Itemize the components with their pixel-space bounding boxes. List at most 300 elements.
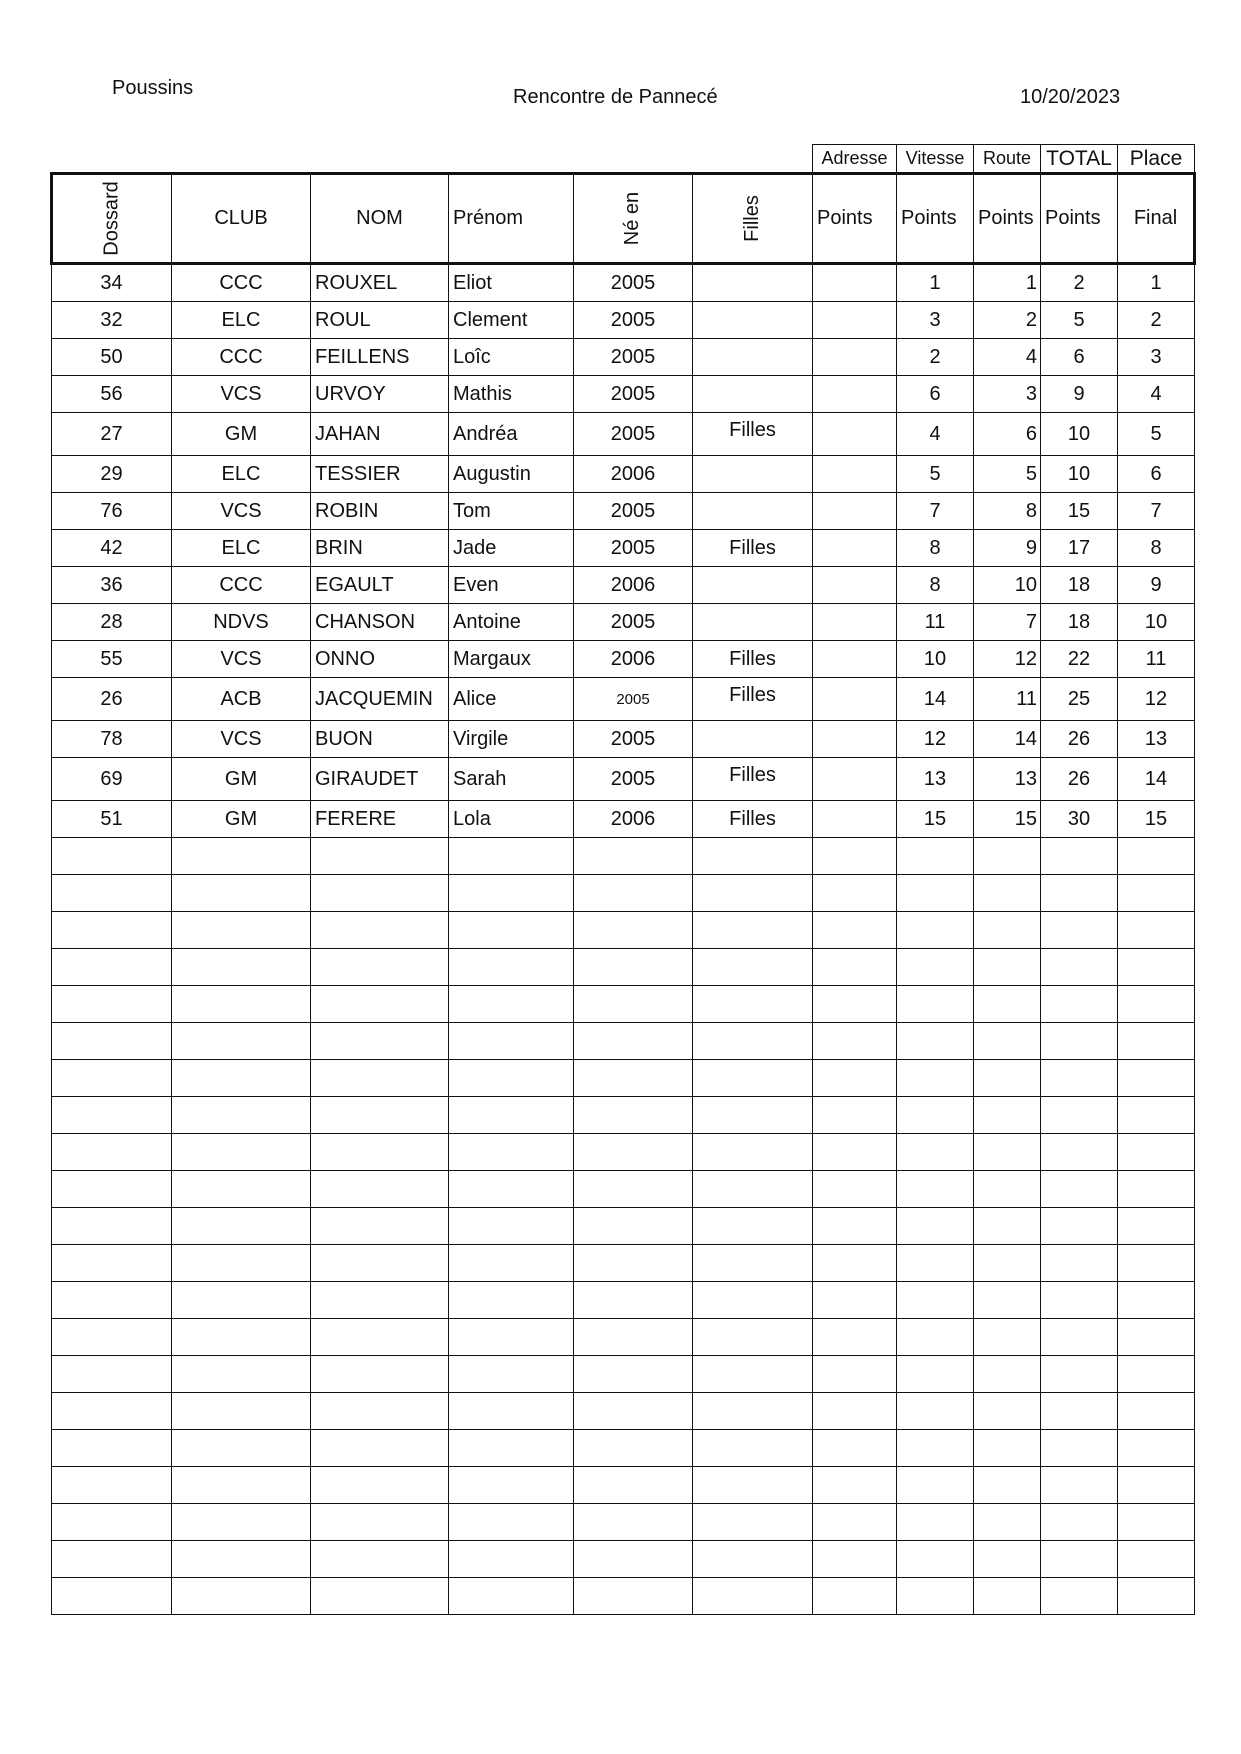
total-points-cell: 10 xyxy=(1041,413,1118,456)
empty-cell xyxy=(693,1578,813,1615)
empty-cell xyxy=(172,1578,311,1615)
empty-row xyxy=(52,986,1195,1023)
total-points-cell: 26 xyxy=(1041,758,1118,801)
nom-cell: EGAULT xyxy=(311,567,449,604)
dossard-cell: 51 xyxy=(52,801,172,838)
empty-cell xyxy=(974,1023,1041,1060)
category-label: Poussins xyxy=(112,77,194,99)
empty-cell xyxy=(693,1208,813,1245)
empty-cell xyxy=(574,1430,693,1467)
empty-cell xyxy=(311,1060,449,1097)
empty-cell xyxy=(1118,1319,1195,1356)
adresse-points-cell xyxy=(813,302,897,339)
place-cell: 11 xyxy=(1118,641,1195,678)
col-prenom: Prénom xyxy=(449,174,574,264)
empty-cell xyxy=(1118,1282,1195,1319)
empty-cell xyxy=(574,1134,693,1171)
empty-cell xyxy=(813,1171,897,1208)
empty-cell xyxy=(52,1393,172,1430)
route-points-cell: 6 xyxy=(974,413,1041,456)
total-points-cell: 26 xyxy=(1041,721,1118,758)
club-cell: GM xyxy=(172,801,311,838)
empty-row xyxy=(52,1393,1195,1430)
empty-row xyxy=(52,912,1195,949)
vitesse-points-cell: 15 xyxy=(897,801,974,838)
empty-cell xyxy=(974,1319,1041,1356)
dossard-cell: 78 xyxy=(52,721,172,758)
route-points-cell: 1 xyxy=(974,264,1041,302)
empty-cell xyxy=(1041,1282,1118,1319)
filles-cell xyxy=(693,604,813,641)
prenom-cell: Eliot xyxy=(449,264,574,302)
empty-cell xyxy=(1118,875,1195,912)
empty-cell xyxy=(52,1171,172,1208)
prenom-cell: Lola xyxy=(449,801,574,838)
empty-cell xyxy=(311,1467,449,1504)
empty-cell xyxy=(172,1430,311,1467)
empty-cell xyxy=(311,986,449,1023)
empty-cell xyxy=(693,949,813,986)
total-points-cell: 6 xyxy=(1041,339,1118,376)
result-row xyxy=(52,758,1195,801)
empty-cell xyxy=(1118,1171,1195,1208)
empty-cell xyxy=(449,1134,574,1171)
result-row xyxy=(52,604,1195,641)
prenom-cell: Virgile xyxy=(449,721,574,758)
filles-cell xyxy=(693,493,813,530)
empty-cell xyxy=(574,1023,693,1060)
empty-cell xyxy=(172,1245,311,1282)
empty-cell xyxy=(1118,949,1195,986)
prenom-cell: Jade xyxy=(449,530,574,567)
empty-cell xyxy=(574,949,693,986)
result-row xyxy=(52,678,1195,721)
filles-cell: Filles xyxy=(693,413,813,456)
nom-cell: ROBIN xyxy=(311,493,449,530)
col-dossard: Dossard xyxy=(52,174,172,264)
empty-cell xyxy=(311,1282,449,1319)
prenom-cell: Alice xyxy=(449,678,574,721)
empty-cell xyxy=(311,1023,449,1060)
filles-cell xyxy=(693,302,813,339)
empty-cell xyxy=(449,1171,574,1208)
empty-cell xyxy=(449,1578,574,1615)
place-cell: 8 xyxy=(1118,530,1195,567)
empty-cell xyxy=(974,1541,1041,1578)
empty-cell xyxy=(574,1097,693,1134)
empty-cell xyxy=(1041,1356,1118,1393)
vitesse-points-cell: 6 xyxy=(897,376,974,413)
empty-cell xyxy=(449,875,574,912)
adresse-points-cell xyxy=(813,376,897,413)
result-row xyxy=(52,376,1195,413)
empty-cell xyxy=(897,1319,974,1356)
empty-row xyxy=(52,1504,1195,1541)
filles-cell xyxy=(693,567,813,604)
empty-cell xyxy=(574,1356,693,1393)
vitesse-points-cell: 12 xyxy=(897,721,974,758)
club-cell: VCS xyxy=(172,493,311,530)
empty-cell xyxy=(574,1245,693,1282)
place-cell: 9 xyxy=(1118,567,1195,604)
empty-cell xyxy=(897,1171,974,1208)
place-cell: 12 xyxy=(1118,678,1195,721)
route-points-cell: 8 xyxy=(974,493,1041,530)
empty-cell xyxy=(449,1023,574,1060)
empty-cell xyxy=(897,1097,974,1134)
empty-cell xyxy=(52,875,172,912)
empty-cell xyxy=(897,949,974,986)
ne-en-cell: 2005 xyxy=(574,721,693,758)
empty-cell xyxy=(974,949,1041,986)
empty-cell xyxy=(449,1282,574,1319)
adresse-points-cell xyxy=(813,641,897,678)
filles-cell: Filles xyxy=(693,530,813,567)
dossard-cell: 69 xyxy=(52,758,172,801)
dossard-cell: 28 xyxy=(52,604,172,641)
empty-cell xyxy=(813,912,897,949)
filles-cell: Filles xyxy=(693,678,813,721)
empty-cell xyxy=(574,1282,693,1319)
header-total: TOTAL xyxy=(1041,145,1118,173)
empty-cell xyxy=(52,1541,172,1578)
filles-cell xyxy=(693,264,813,302)
empty-cell xyxy=(449,1504,574,1541)
dossard-cell: 29 xyxy=(52,456,172,493)
place-cell: 1 xyxy=(1118,264,1195,302)
column-header-row xyxy=(52,174,1195,264)
adresse-points-cell xyxy=(813,604,897,641)
result-row xyxy=(52,302,1195,339)
dossard-cell: 36 xyxy=(52,567,172,604)
club-cell: VCS xyxy=(172,641,311,678)
empty-cell xyxy=(52,912,172,949)
ne-en-cell: 2005 xyxy=(574,376,693,413)
empty-cell xyxy=(693,1171,813,1208)
result-row xyxy=(52,339,1195,376)
place-cell: 10 xyxy=(1118,604,1195,641)
empty-row xyxy=(52,1578,1195,1615)
adresse-points-cell xyxy=(813,801,897,838)
results-table xyxy=(50,172,1196,1615)
empty-cell xyxy=(813,1356,897,1393)
empty-cell xyxy=(974,1504,1041,1541)
empty-cell xyxy=(172,1023,311,1060)
empty-cell xyxy=(574,1171,693,1208)
empty-cell xyxy=(897,1504,974,1541)
header-place: Place xyxy=(1118,145,1195,173)
prenom-cell: Tom xyxy=(449,493,574,530)
empty-cell xyxy=(1041,912,1118,949)
event-date: 10/20/2023 xyxy=(1020,86,1121,108)
empty-cell xyxy=(574,1504,693,1541)
result-row xyxy=(52,721,1195,758)
adresse-points-cell xyxy=(813,721,897,758)
ne-en-cell: 2005 xyxy=(574,493,693,530)
empty-cell xyxy=(693,1393,813,1430)
empty-cell xyxy=(172,1208,311,1245)
empty-cell xyxy=(897,1060,974,1097)
empty-cell xyxy=(52,1060,172,1097)
empty-row xyxy=(52,949,1195,986)
col-place-final: Final xyxy=(1118,174,1195,264)
empty-cell xyxy=(574,912,693,949)
empty-cell xyxy=(1041,1541,1118,1578)
nom-cell: BRIN xyxy=(311,530,449,567)
place-cell: 13 xyxy=(1118,721,1195,758)
empty-cell xyxy=(311,912,449,949)
ne-en-cell: 2005 xyxy=(574,413,693,456)
empty-cell xyxy=(311,1430,449,1467)
empty-row xyxy=(52,1023,1195,1060)
header-vitesse: Vitesse xyxy=(897,145,974,173)
club-cell: NDVS xyxy=(172,604,311,641)
empty-cell xyxy=(172,1060,311,1097)
prenom-cell: Sarah xyxy=(449,758,574,801)
empty-row xyxy=(52,1171,1195,1208)
empty-cell xyxy=(897,1393,974,1430)
empty-row xyxy=(52,1430,1195,1467)
empty-cell xyxy=(897,1134,974,1171)
empty-cell xyxy=(897,1430,974,1467)
place-cell: 5 xyxy=(1118,413,1195,456)
empty-cell xyxy=(172,1393,311,1430)
empty-cell xyxy=(52,1245,172,1282)
nom-cell: GIRAUDET xyxy=(311,758,449,801)
empty-cell xyxy=(813,1541,897,1578)
empty-row xyxy=(52,1356,1195,1393)
filles-cell: Filles xyxy=(693,758,813,801)
empty-cell xyxy=(693,1541,813,1578)
adresse-points-cell xyxy=(813,530,897,567)
route-points-cell: 14 xyxy=(974,721,1041,758)
empty-cell xyxy=(52,986,172,1023)
empty-cell xyxy=(52,1319,172,1356)
col-club: CLUB xyxy=(172,174,311,264)
empty-cell xyxy=(311,1541,449,1578)
empty-cell xyxy=(574,1393,693,1430)
ne-en-cell: 2005 xyxy=(574,604,693,641)
empty-cell xyxy=(172,1171,311,1208)
prenom-cell: Clement xyxy=(449,302,574,339)
empty-cell xyxy=(974,1097,1041,1134)
prenom-cell: Mathis xyxy=(449,376,574,413)
empty-cell xyxy=(1118,1245,1195,1282)
club-cell: GM xyxy=(172,758,311,801)
empty-cell xyxy=(813,949,897,986)
empty-cell xyxy=(172,1541,311,1578)
empty-cell xyxy=(52,1282,172,1319)
empty-cell xyxy=(974,1245,1041,1282)
empty-cell xyxy=(693,1504,813,1541)
dossard-cell: 27 xyxy=(52,413,172,456)
ne-en-cell: 2005 xyxy=(574,264,693,302)
place-cell: 2 xyxy=(1118,302,1195,339)
col-total-points: Points xyxy=(1041,174,1118,264)
empty-cell xyxy=(449,1097,574,1134)
club-cell: VCS xyxy=(172,376,311,413)
vitesse-points-cell: 13 xyxy=(897,758,974,801)
empty-cell xyxy=(449,1245,574,1282)
empty-cell xyxy=(574,1541,693,1578)
total-points-cell: 9 xyxy=(1041,376,1118,413)
empty-row xyxy=(52,1541,1195,1578)
club-cell: CCC xyxy=(172,339,311,376)
empty-cell xyxy=(52,1097,172,1134)
place-cell: 15 xyxy=(1118,801,1195,838)
empty-cell xyxy=(693,875,813,912)
empty-cell xyxy=(1118,1467,1195,1504)
club-cell: ELC xyxy=(172,302,311,339)
dossard-cell: 32 xyxy=(52,302,172,339)
ne-en-cell: 2005 xyxy=(574,678,693,721)
dossard-cell: 56 xyxy=(52,376,172,413)
vitesse-points-cell: 8 xyxy=(897,567,974,604)
empty-cell xyxy=(813,1023,897,1060)
empty-cell xyxy=(897,1245,974,1282)
score-category-header xyxy=(812,144,1195,173)
empty-cell xyxy=(311,1356,449,1393)
nom-cell: FEILLENS xyxy=(311,339,449,376)
empty-cell xyxy=(897,1208,974,1245)
empty-cell xyxy=(172,1134,311,1171)
empty-cell xyxy=(813,1097,897,1134)
empty-cell xyxy=(693,1430,813,1467)
empty-cell xyxy=(897,1282,974,1319)
empty-cell xyxy=(172,838,311,875)
empty-cell xyxy=(574,1578,693,1615)
empty-cell xyxy=(693,1282,813,1319)
empty-cell xyxy=(693,1060,813,1097)
dossard-cell: 76 xyxy=(52,493,172,530)
empty-row xyxy=(52,1208,1195,1245)
empty-cell xyxy=(813,1430,897,1467)
nom-cell: CHANSON xyxy=(311,604,449,641)
empty-cell xyxy=(52,1578,172,1615)
vitesse-points-cell: 3 xyxy=(897,302,974,339)
empty-cell xyxy=(449,912,574,949)
empty-cell xyxy=(974,1578,1041,1615)
empty-row xyxy=(52,1282,1195,1319)
empty-cell xyxy=(449,838,574,875)
empty-cell xyxy=(897,838,974,875)
nom-cell: JAHAN xyxy=(311,413,449,456)
empty-cell xyxy=(693,1097,813,1134)
adresse-points-cell xyxy=(813,493,897,530)
adresse-points-cell xyxy=(813,339,897,376)
empty-cell xyxy=(1041,1171,1118,1208)
empty-cell xyxy=(574,1319,693,1356)
empty-cell xyxy=(1118,1430,1195,1467)
ne-en-cell: 2005 xyxy=(574,530,693,567)
vitesse-points-cell: 4 xyxy=(897,413,974,456)
empty-cell xyxy=(897,1356,974,1393)
total-points-cell: 5 xyxy=(1041,302,1118,339)
empty-cell xyxy=(52,1356,172,1393)
empty-cell xyxy=(1118,1208,1195,1245)
empty-cell xyxy=(813,1282,897,1319)
prenom-cell: Andréa xyxy=(449,413,574,456)
empty-row xyxy=(52,1245,1195,1282)
prenom-cell: Augustin xyxy=(449,456,574,493)
empty-cell xyxy=(574,875,693,912)
empty-cell xyxy=(52,1504,172,1541)
result-row xyxy=(52,413,1195,456)
vitesse-points-cell: 14 xyxy=(897,678,974,721)
prenom-cell: Even xyxy=(449,567,574,604)
result-row xyxy=(52,641,1195,678)
empty-cell xyxy=(813,875,897,912)
empty-cell xyxy=(1041,1208,1118,1245)
empty-cell xyxy=(52,838,172,875)
empty-cell xyxy=(172,1282,311,1319)
filles-cell xyxy=(693,339,813,376)
total-points-cell: 25 xyxy=(1041,678,1118,721)
total-points-cell: 30 xyxy=(1041,801,1118,838)
empty-cell xyxy=(897,986,974,1023)
empty-cell xyxy=(974,912,1041,949)
empty-cell xyxy=(1041,1245,1118,1282)
result-row xyxy=(52,493,1195,530)
empty-cell xyxy=(1118,1023,1195,1060)
route-points-cell: 4 xyxy=(974,339,1041,376)
prenom-cell: Loîc xyxy=(449,339,574,376)
total-points-cell: 18 xyxy=(1041,567,1118,604)
empty-cell xyxy=(311,1578,449,1615)
empty-cell xyxy=(311,1208,449,1245)
empty-cell xyxy=(813,986,897,1023)
empty-cell xyxy=(52,1134,172,1171)
empty-cell xyxy=(813,838,897,875)
empty-cell xyxy=(1118,1393,1195,1430)
result-row xyxy=(52,801,1195,838)
empty-cell xyxy=(1041,1578,1118,1615)
empty-cell xyxy=(974,1393,1041,1430)
adresse-points-cell xyxy=(813,567,897,604)
empty-cell xyxy=(311,1319,449,1356)
empty-cell xyxy=(1118,1097,1195,1134)
route-points-cell: 3 xyxy=(974,376,1041,413)
empty-cell xyxy=(1118,986,1195,1023)
vitesse-points-cell: 7 xyxy=(897,493,974,530)
ne-en-cell: 2006 xyxy=(574,456,693,493)
empty-cell xyxy=(574,1060,693,1097)
prenom-cell: Margaux xyxy=(449,641,574,678)
empty-cell xyxy=(813,1467,897,1504)
route-points-cell: 5 xyxy=(974,456,1041,493)
dossard-cell: 55 xyxy=(52,641,172,678)
nom-cell: TESSIER xyxy=(311,456,449,493)
empty-cell xyxy=(574,1467,693,1504)
empty-cell xyxy=(1041,1430,1118,1467)
empty-cell xyxy=(1118,1134,1195,1171)
empty-cell xyxy=(52,1023,172,1060)
empty-cell xyxy=(1041,1393,1118,1430)
empty-row xyxy=(52,1060,1195,1097)
empty-cell xyxy=(311,1097,449,1134)
empty-cell xyxy=(1041,838,1118,875)
club-cell: CCC xyxy=(172,567,311,604)
empty-cell xyxy=(897,1578,974,1615)
empty-cell xyxy=(449,1393,574,1430)
nom-cell: ROUXEL xyxy=(311,264,449,302)
empty-cell xyxy=(52,1430,172,1467)
empty-cell xyxy=(311,1134,449,1171)
empty-row xyxy=(52,1134,1195,1171)
empty-cell xyxy=(1041,986,1118,1023)
empty-cell xyxy=(813,1208,897,1245)
route-points-cell: 2 xyxy=(974,302,1041,339)
